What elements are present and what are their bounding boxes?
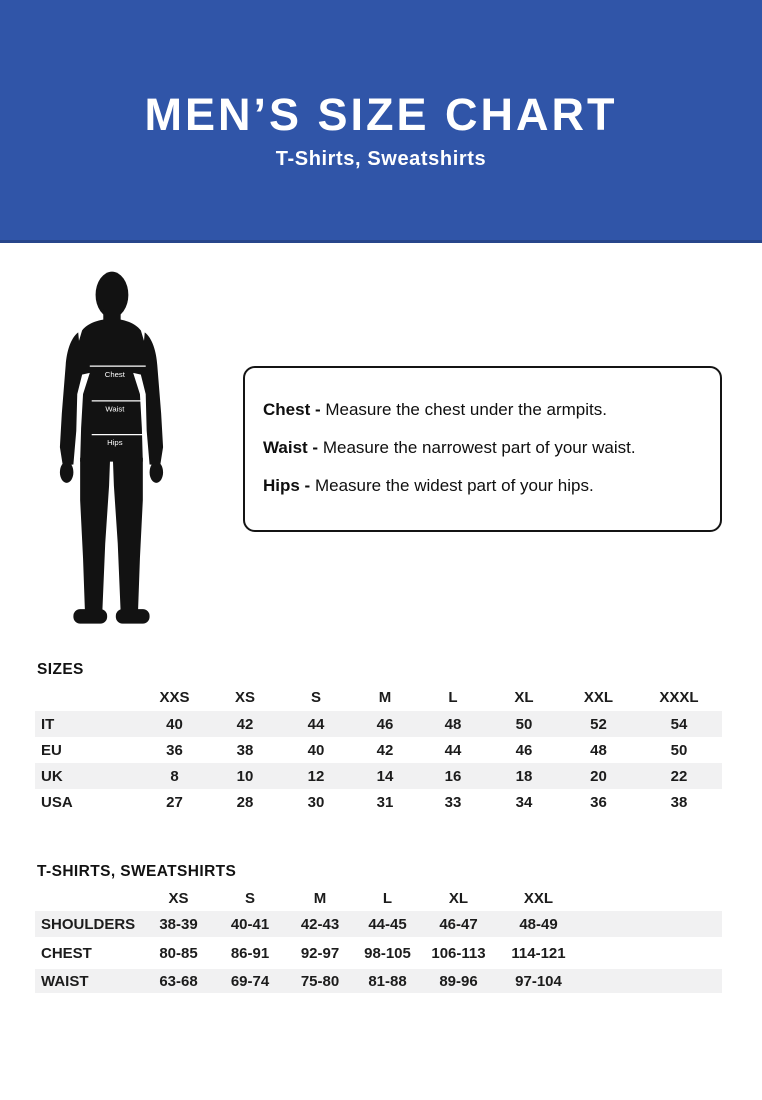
chest-instruction — [263, 401, 710, 419]
measurement-instructions-box — [243, 366, 722, 532]
row-label: IT — [35, 711, 140, 737]
size-value-cell: 97-104 — [496, 967, 581, 995]
silhouette-right-arm — [141, 332, 163, 465]
size-value-cell: 38 — [236, 741, 254, 759]
size-value-cell: 28 — [236, 793, 254, 811]
size-value-cell: 69-74 — [214, 967, 286, 995]
size-value-cell: 44 — [444, 741, 462, 759]
size-value-cell: 114-121 — [496, 939, 581, 967]
size-value-cell: 44 — [281, 711, 351, 737]
size-value-cell: 40 — [307, 741, 325, 759]
size-value-cell: 42 — [209, 711, 281, 737]
table-row — [35, 911, 722, 939]
size-value-cell: 40-41 — [214, 911, 286, 939]
size-value-cell: 30 — [307, 793, 325, 811]
size-value-cell: 8 — [140, 763, 209, 789]
silhouette-right-leg — [113, 458, 143, 612]
size-value-cell: 38-39 — [143, 911, 214, 939]
size-value-cell: 46 — [515, 741, 533, 759]
chest-instruction-term: Chest - — [263, 400, 321, 419]
header-row — [35, 885, 722, 911]
hips-instruction-text: Measure the widest part of your hips. — [314, 475, 594, 495]
empty-cell — [581, 911, 722, 939]
size-value-cell: 40 — [140, 711, 209, 737]
hips-instruction — [263, 477, 710, 495]
sizes-table — [35, 684, 722, 815]
empty-cell — [581, 939, 722, 967]
row-label: USA — [41, 793, 73, 811]
size-value-cell: 63-68 — [143, 967, 214, 995]
silhouette-right-foot — [116, 609, 150, 623]
silhouette-left-arm — [60, 332, 82, 465]
size-value-cell: 89-96 — [421, 967, 496, 995]
silhouette-left-foot — [73, 609, 107, 623]
size-value-cell: 92-97 — [286, 939, 354, 967]
size-value-cell: 54 — [636, 711, 722, 737]
size-value-cell: 48 — [590, 741, 607, 759]
size-value-cell: 46-47 — [421, 911, 496, 939]
size-value-cell: 36 — [590, 793, 607, 811]
size-value-cell: 81-88 — [354, 967, 421, 995]
size-value-cell: 34 — [515, 793, 533, 811]
chest-instruction-text: Measure the chest under the armpits. — [325, 400, 607, 419]
tshirts-table — [35, 885, 722, 997]
size-value-cell: 106-113 — [421, 939, 496, 967]
size-value-cell: 86-91 — [214, 939, 286, 967]
silhouette-left-leg — [80, 458, 110, 612]
size-value-cell: 75-80 — [286, 967, 354, 995]
size-value-cell: 52 — [561, 711, 636, 737]
table-row — [35, 789, 722, 815]
sizes-section-title: SIZES — [37, 661, 84, 678]
silhouette-right-hand — [150, 462, 164, 483]
row-label: CHEST — [35, 939, 143, 967]
table-row — [35, 737, 722, 763]
table-row — [35, 967, 722, 995]
silhouette-left-hand — [60, 462, 73, 483]
row-label: EU — [41, 741, 62, 759]
table-row — [35, 763, 722, 789]
size-value-cell: 80-85 — [143, 939, 214, 967]
size-value-cell: 16 — [419, 763, 487, 789]
size-column-header: L — [382, 889, 393, 907]
size-column-header: M — [313, 889, 327, 907]
size-column-header: XL — [448, 889, 469, 907]
size-value-cell: 42 — [376, 741, 394, 759]
tshirts-section-title: T-SHIRTS, SWEATSHIRTS — [37, 863, 237, 880]
size-column-header: M — [378, 689, 392, 706]
filler-header — [581, 885, 722, 911]
empty-cell — [581, 967, 722, 995]
size-value-cell: 27 — [166, 793, 183, 811]
waist-instruction-text: Measure the narrowest part of your waist. — [322, 437, 636, 457]
size-value-cell: 18 — [487, 763, 561, 789]
size-value-cell: 50 — [487, 711, 561, 737]
size-value-cell: 10 — [209, 763, 281, 789]
size-column-header: XXS — [159, 689, 190, 706]
size-value-cell: 50 — [670, 741, 688, 759]
row-label: SHOULDERS — [35, 911, 143, 939]
size-value-cell: 42-43 — [286, 911, 354, 939]
size-value-cell: 46 — [351, 711, 419, 737]
size-column-header: L — [448, 689, 458, 706]
size-value-cell: 48 — [419, 711, 487, 737]
figure-waist-label: Waist — [105, 404, 125, 414]
size-column-header: XXXL — [659, 689, 699, 706]
size-column-header: S — [244, 889, 255, 907]
figure-hips-label: Hips — [107, 438, 123, 448]
waist-instruction — [263, 439, 710, 457]
size-value-cell: 12 — [281, 763, 351, 789]
size-value-cell: 48-49 — [496, 911, 581, 939]
size-value-cell: 22 — [636, 763, 722, 789]
size-value-cell: 38 — [670, 793, 688, 811]
waist-instruction-term: Waist - — [263, 437, 319, 457]
size-column-header: XXL — [583, 689, 614, 706]
size-column-header: XXL — [523, 889, 554, 907]
header-banner — [0, 0, 762, 243]
corner-header — [35, 885, 143, 911]
hips-instruction-term: Hips - — [263, 475, 311, 495]
size-value-cell: 33 — [444, 793, 462, 811]
size-value-cell: 44-45 — [354, 911, 421, 939]
size-value-cell: 36 — [166, 741, 183, 759]
page-subtitle: T-Shirts, Sweatshirts — [275, 147, 487, 170]
size-value-cell: 20 — [561, 763, 636, 789]
male-silhouette-figure — [57, 263, 192, 641]
size-value-cell: 31 — [376, 793, 394, 811]
size-value-cell: 98-105 — [354, 939, 421, 967]
size-column-header: XL — [514, 689, 534, 706]
size-value-cell: 14 — [351, 763, 419, 789]
page-title: MEN’S SIZE CHART — [144, 89, 618, 141]
corner-header — [35, 684, 140, 711]
row-label: UK — [35, 763, 140, 789]
table-row — [35, 939, 722, 967]
size-column-header: XS — [234, 689, 255, 706]
size-column-header: S — [310, 689, 321, 706]
row-label: WAIST — [35, 967, 143, 995]
table-row — [35, 711, 722, 737]
size-column-header: XS — [168, 889, 189, 907]
header-row — [35, 684, 722, 711]
figure-chest-label: Chest — [104, 369, 125, 379]
